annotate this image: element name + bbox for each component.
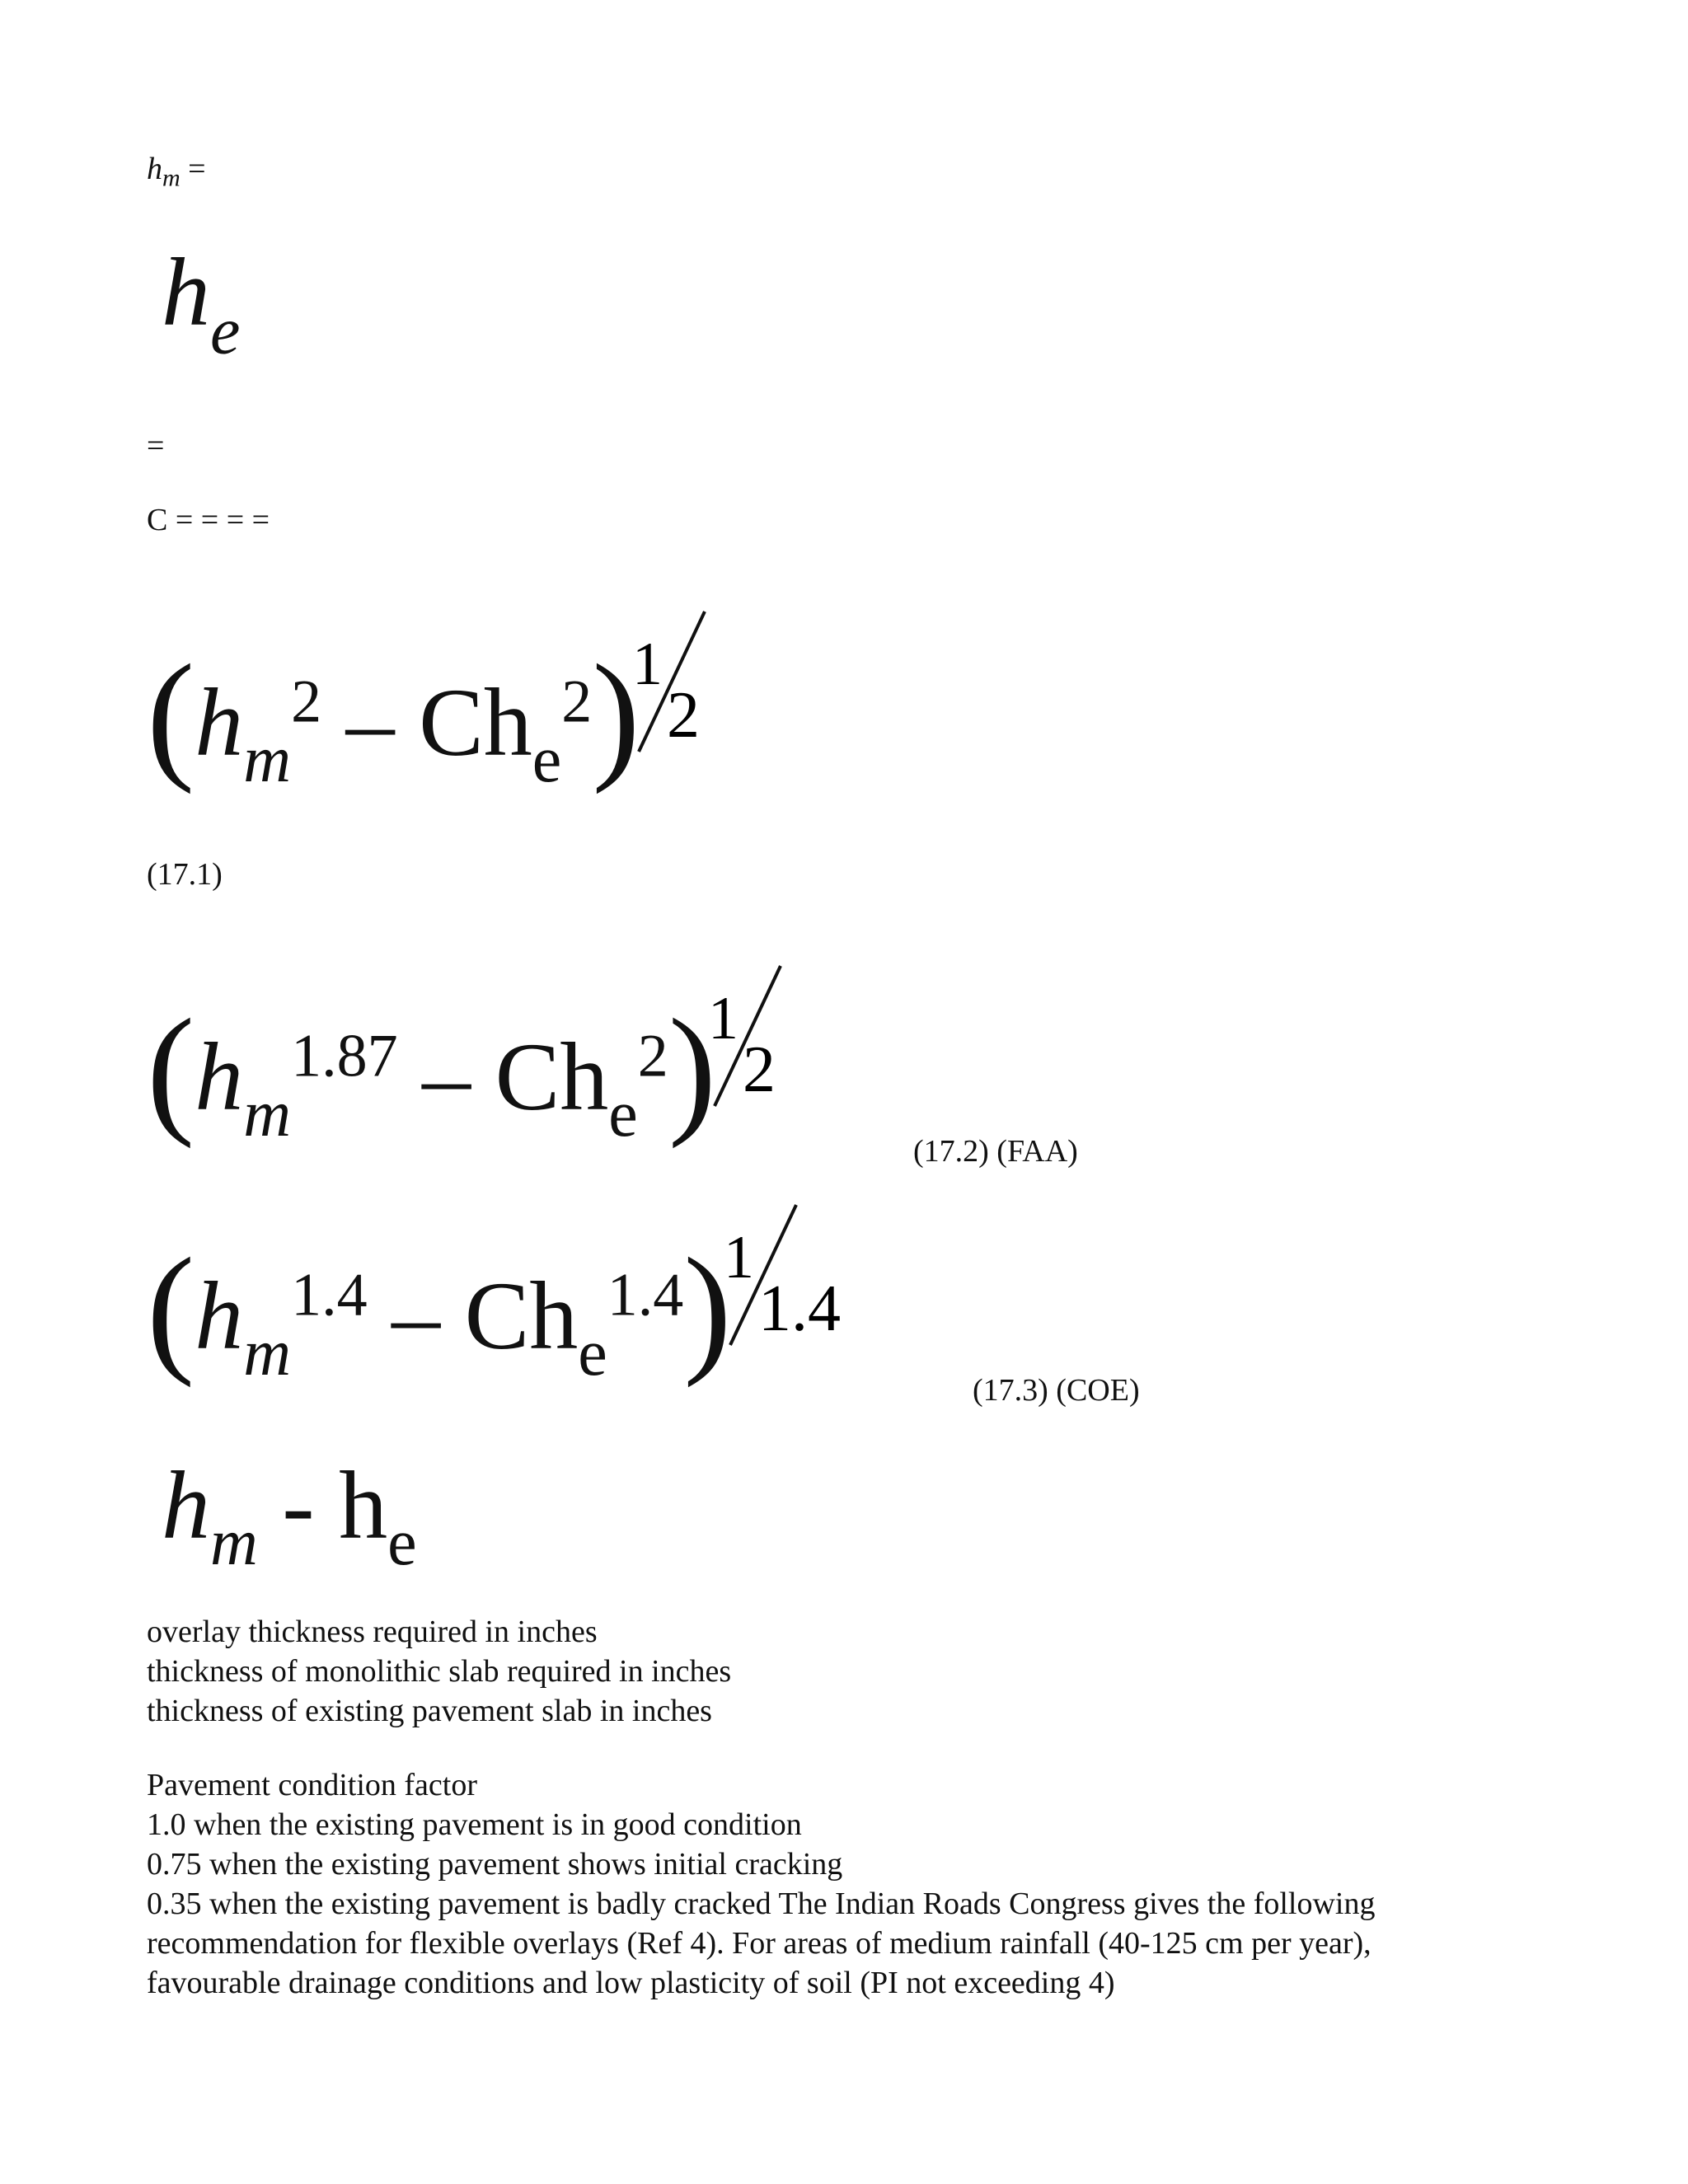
eq1-frac-den: 2 [666, 679, 700, 752]
hm-equals-line [147, 153, 206, 191]
eq3-ch: Ch [464, 1262, 579, 1370]
condition-item-bad: 0.35 when the existing pavement is badly cracked The Indian Roads Congress gives the following [147, 1886, 1376, 1921]
condition-block [147, 1765, 1375, 2003]
definition-monolithic: thickness of monolithic slab required in inches [147, 1654, 732, 1689]
he-formula [162, 238, 241, 368]
he-h: h [162, 238, 210, 346]
eq3-frac-num: 1 [723, 1224, 754, 1291]
eq1-outer-exponent [631, 630, 723, 766]
eq3-minus: – [392, 1262, 441, 1370]
eq1-exp-che: 2 [561, 668, 593, 736]
hm-m: m [162, 164, 181, 192]
eq2-number: (17.2) (FAA) [913, 1134, 1078, 1169]
eq3-exp-hm: 1.4 [291, 1261, 368, 1329]
open-paren: ( [147, 989, 195, 1149]
definition-overlay: overlay thickness required in inches [147, 1615, 598, 1649]
close-paren: ) [683, 1228, 732, 1388]
diff-sub-m: m [210, 1507, 258, 1579]
eq3-sub-e: e [578, 1317, 607, 1390]
eq2-exp-hm: 1.87 [291, 1022, 398, 1090]
c-equals-line: C = = = = [147, 503, 270, 537]
hm-equals: = [188, 152, 206, 186]
equation-17-2 [147, 985, 799, 1151]
diff-h: h [162, 1451, 210, 1559]
eq2-sub-e: e [608, 1078, 638, 1151]
definitions-block [147, 1612, 731, 1731]
eq3-h: h [195, 1262, 244, 1370]
hm-h: h [147, 152, 162, 186]
equation-17-3 [147, 1224, 847, 1390]
eq2-sub-m: m [243, 1078, 292, 1151]
diff-mid: - h [257, 1451, 388, 1559]
eq3-frac-den: 1.4 [757, 1272, 841, 1345]
eq1-minus: – [345, 668, 395, 776]
close-paren: ) [668, 989, 717, 1149]
hm-minus-he [162, 1451, 417, 1579]
open-paren: ( [147, 1228, 195, 1388]
he-e: e [210, 293, 241, 368]
eq3-outer-exponent [723, 1224, 847, 1360]
eq1-h: h [195, 668, 244, 776]
eq1-number: (17.1) [147, 857, 223, 892]
condition-item-initial: 0.75 when the existing pavement shows initial cracking [147, 1847, 843, 1882]
fraction-slash [723, 1224, 847, 1360]
equals-line: = [147, 429, 165, 463]
eq3-number: (17.3) (COE) [973, 1373, 1140, 1408]
diff-sub-e: e [387, 1507, 417, 1579]
condition-item-good: 1.0 when the existing pavement is in good condition [147, 1807, 802, 1842]
eq3-sub-m: m [243, 1317, 292, 1390]
eq2-minus: – [422, 1023, 471, 1131]
definition-existing: thickness of existing pavement slab in inches [147, 1694, 712, 1728]
eq2-ch: Ch [495, 1023, 609, 1131]
eq2-outer-exponent [708, 985, 799, 1121]
fraction-slash [631, 630, 723, 766]
eq2-h: h [195, 1023, 244, 1131]
eq1-frac-num: 1 [631, 630, 663, 698]
condition-continuation-1: recommendation for flexible overlays (Ref 4). For areas of medium rainfall (40-125 cm per year), [147, 1926, 1372, 1961]
eq1-ch: Ch [419, 668, 532, 776]
eq3-exp-che: 1.4 [607, 1261, 684, 1329]
condition-continuation-2: favourable drainage conditions and low plasticity of soil (PI not exceeding 4) [147, 1966, 1115, 2000]
fraction-slash [708, 985, 799, 1121]
eq1-sub-e: e [532, 724, 562, 796]
equation-17-1 [147, 630, 723, 796]
eq1-sub-m: m [243, 724, 292, 796]
eq2-exp-che: 2 [637, 1022, 668, 1090]
eq2-frac-num: 1 [708, 985, 739, 1052]
eq2-frac-den: 2 [743, 1033, 776, 1106]
close-paren: ) [592, 635, 640, 794]
condition-title: Pavement condition factor [147, 1768, 477, 1802]
open-paren: ( [147, 635, 195, 794]
eq1-exp-hm: 2 [291, 668, 322, 736]
